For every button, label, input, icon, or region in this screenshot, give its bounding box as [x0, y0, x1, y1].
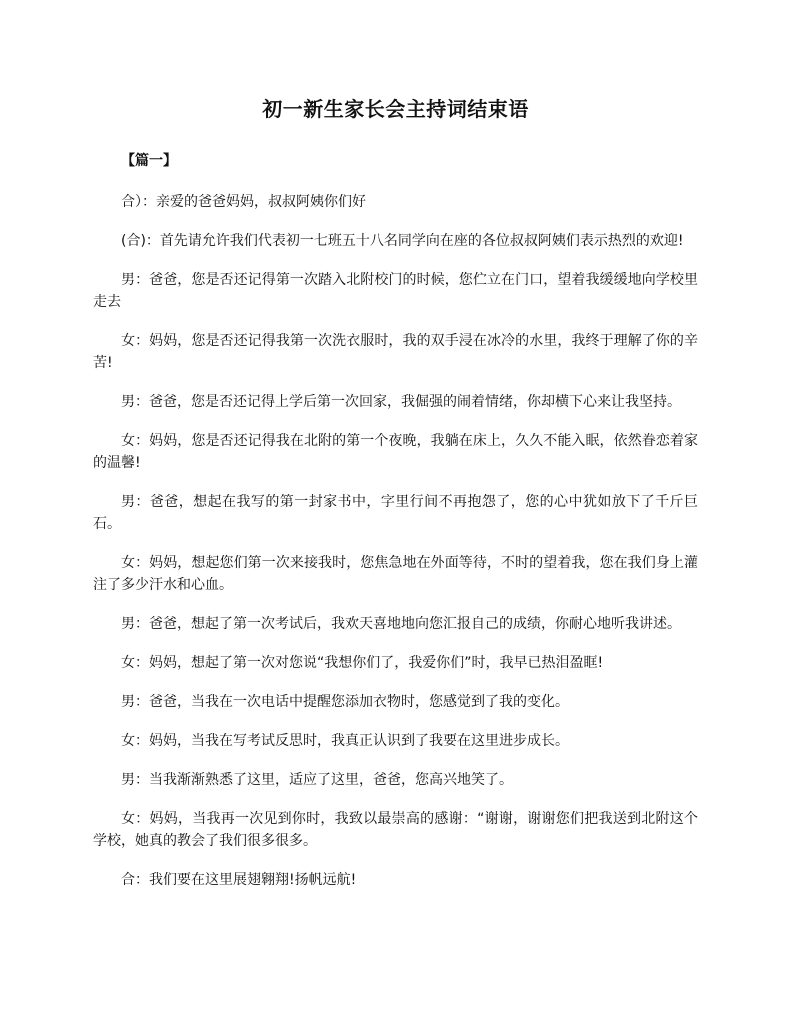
paragraph: 男：爸爸，您是否还记得上学后第一次回家，我倔强的闹着情绪，你却横下心来让我坚持。 — [121, 394, 681, 410]
paragraph: 合：我们要在这里展翅翱翔!扬帆远航! — [121, 872, 357, 888]
paragraph: 男：爸爸，想起了第一次考试后，我欢天喜地地向您汇报自己的成绩，你耐心地听我讲述。 — [121, 616, 681, 632]
paragraph: 男：当我渐渐熟悉了这里，适应了这里，爸爸，您高兴地笑了。 — [121, 772, 513, 788]
paragraph: (合)：首先请允许我们代表初一七班五十八名同学向在座的各位叔叔阿姨们表示热烈的欢迎! — [121, 233, 684, 249]
paragraph: 男：爸爸，想起在我写的第一封家书中，字里行间不再抱怨了，您的心中犹如放下了千斤巨石。 — [93, 494, 698, 532]
paragraph: 女：妈妈，您是否还记得我第一次洗衣服时，我的双手浸在冰冷的水里，我终于理解了你的辛苦! — [93, 333, 698, 371]
paragraph: 男：爸爸，您是否还记得第一次踏入北附校门的时候，您伫立在门口，望着我缓缓地向学校里走去 — [93, 272, 698, 310]
paragraph: 男：爸爸，当我在一次电话中提醒您添加衣物时，您感觉到了我的变化。 — [121, 694, 569, 710]
document-title: 初一新生家长会主持词结束语 — [262, 97, 529, 121]
paragraph: 女：妈妈，当我在写考试反思时，我真正认识到了我要在这里进步成长。 — [121, 733, 569, 749]
section-label: 【篇一】 — [121, 153, 177, 169]
paragraph: 女：妈妈，想起您们第一次来接我时，您焦急地在外面等待，不时的望着我，您在我们身上灌注了多少汗水和心血。 — [93, 555, 698, 593]
paragraph: 女：妈妈，想起了第一次对您说“我想你们了，我爱你们”时，我早已热泪盈眶! — [121, 655, 604, 671]
paragraph: 女：妈妈，当我再一次见到你时，我致以最崇高的感谢：“谢谢，谢谢您们把我送到北附这个学校，她真的教会了我们很多很多。 — [93, 811, 698, 849]
paragraph: 女：妈妈，您是否还记得我在北附的第一个夜晚，我躺在床上，久久不能入眠，依然眷恋着家的温馨! — [93, 433, 698, 471]
paragraph: 合）：亲爱的爸爸妈妈，叔叔阿姨你们好 — [121, 194, 366, 210]
